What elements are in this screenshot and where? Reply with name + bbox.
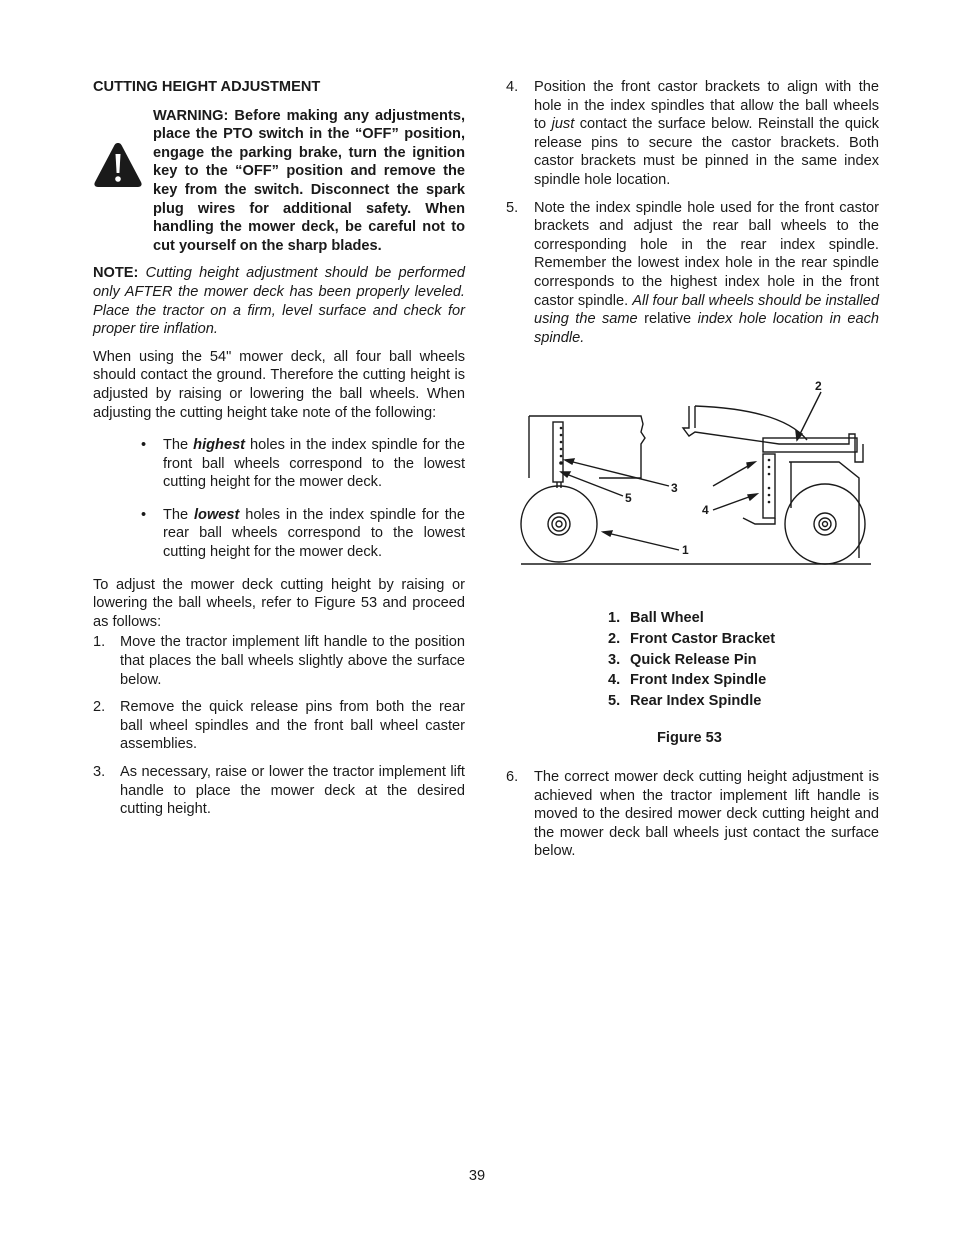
step-text: Position the front castor brackets to align with the hole in the index spindles that allow the ball wheels to [534,79,879,133]
legend-number: 2. [608,630,621,647]
bullet-dot: • [141,506,147,523]
warning-triangle-icon [93,141,143,189]
callout-4: 4 [702,503,709,517]
step-text: Remove the quick release pins from both the rear ball wheel spindles and the front ball wheel caster assemblies. [120,699,465,753]
bullet-emphasis: lowest [193,506,240,523]
rear-wheel-hub [548,513,570,535]
legend-label: Front Castor Bracket [630,630,776,647]
left-column [93,78,465,828]
callout-3: 3 [671,481,678,495]
bullet-item [141,506,465,562]
bullet-item [141,436,465,492]
bullet-pre: The [163,506,189,523]
steps-list-right [506,78,879,347]
step-emphasis: just [551,116,575,133]
legend-item [608,691,775,712]
legend-item [608,629,775,650]
front-index-spindle [763,454,775,518]
warning-text: WARNING: Before making any adjustments, place the PTO switch in the “OFF” position, engage the parking brake, turn the ignition key to the “OFF” position and remove the key from the switch. Disconnect the spark plug wires for additional safety. When handling the mower deck, be careful not to cut yourself on the sharp blades. [153,107,465,254]
step-number: 6. [506,769,519,785]
callout-leader-1 [603,532,679,550]
bullet-pre: The [163,437,189,454]
step-item [506,768,879,861]
callout-leader-3 [565,460,669,486]
step-item [93,763,465,819]
legend-item [608,608,775,629]
step-item [506,78,879,190]
step-emphasis: index hole location in each spindle. [534,311,879,346]
step-item [93,633,465,689]
step-number: 3. [93,764,106,780]
note-text: Cutting height adjustment should be performed only AFTER the mower deck has been properly leveled. Place the tractor on a firm, level surface and check for proper tire inflation. [93,265,465,338]
legend-item [608,670,775,691]
front-ball-wheel [785,484,865,564]
step-text: contact the surface below. Reinstall the quick release pins to secure the castor brackets. Both castor brackets must be pinned in the same index spindle hole location. [534,116,879,188]
rear-deck-outline [529,416,645,478]
warning-block [93,107,465,256]
callout-2: 2 [815,379,822,393]
note-paragraph [93,264,465,338]
rear-ball-wheel [521,486,597,562]
step-emphasis: All four ball wheels should be installed using the same [534,292,879,328]
quick-release-pin [743,518,775,524]
legend-item [608,650,775,671]
legend-label: Front Index Spindle [630,672,767,689]
bullet-post: holes in the index spindle for the front ball wheels correspond to the lowest cutting height for the mower deck. [163,437,465,491]
step-number: 1. [93,634,106,651]
right-column [506,78,879,356]
steps-list-left [93,633,465,818]
section-heading: CUTTING HEIGHT ADJUSTMENT [93,79,321,95]
figure-caption: Figure 53 [657,730,722,746]
front-wheel-hub [814,513,836,535]
step-text: The correct mower deck cutting height adjustment is achieved when the tractor implement lift handle is moved to the desired mower deck cutting height and the mower deck ball wheels just contact the surface below. [534,769,879,860]
procedure-intro: To adjust the mower deck cutting height by raising or lowering the ball wheels, refer to Figure 53 and proceed as follows: [93,576,465,630]
step-text: Note the index spindle hole used for the front castor brackets and adjust the rear ball wheels to the corresponding hole in the rear index spindle. Remember the lowest index hole in the rear spindle corresponds to the highest index hole in the front castor spindle. [534,199,879,309]
legend-number: 1. [608,610,621,626]
bullet-emphasis: highest [193,437,246,454]
front-castor-bracket [763,438,857,452]
page-number: 39 [468,1168,486,1184]
step-item [506,199,879,348]
bullet-post: holes in the index spindle for the rear ball wheels correspond to the lowest cutting height for the mower deck. [163,506,465,561]
callout-1: 1 [682,543,689,557]
legend-number: 3. [608,651,621,668]
legend-label: Rear Index Spindle [630,693,762,710]
legend-number: 5. [608,693,621,710]
figure-53-illustration [519,378,879,568]
steps-list-right-bottom [506,768,879,870]
step-text: Move the tractor implement lift handle to the position that places the ball wheels slightly above the surface below. [120,634,465,688]
step-number: 5. [506,199,519,216]
legend-label: Quick Release Pin [630,651,757,668]
legend-number: 4. [608,672,621,689]
callout-leader-5 [561,472,623,496]
step-number: 2. [93,699,106,716]
step-number: 4. [506,79,519,95]
legend-label: Ball Wheel [630,610,704,626]
figure-legend [608,608,775,712]
step-item [93,698,465,754]
step-text: relative [644,311,692,328]
note-lead: NOTE: [93,265,139,282]
step-text: As necessary, raise or lower the tractor implement lift handle to place the mower deck at the desired cutting height. [120,764,465,818]
callout-5: 5 [625,491,632,505]
bullet-dot: • [141,437,147,454]
bullet-list [93,436,465,562]
intro-paragraph: When using the 54" mower deck, all four ball wheels should contact the ground. Therefore the cutting height is adjusted by raising or lowering the ball wheels. When adjusting the cutting height take note of the following: [93,348,465,421]
